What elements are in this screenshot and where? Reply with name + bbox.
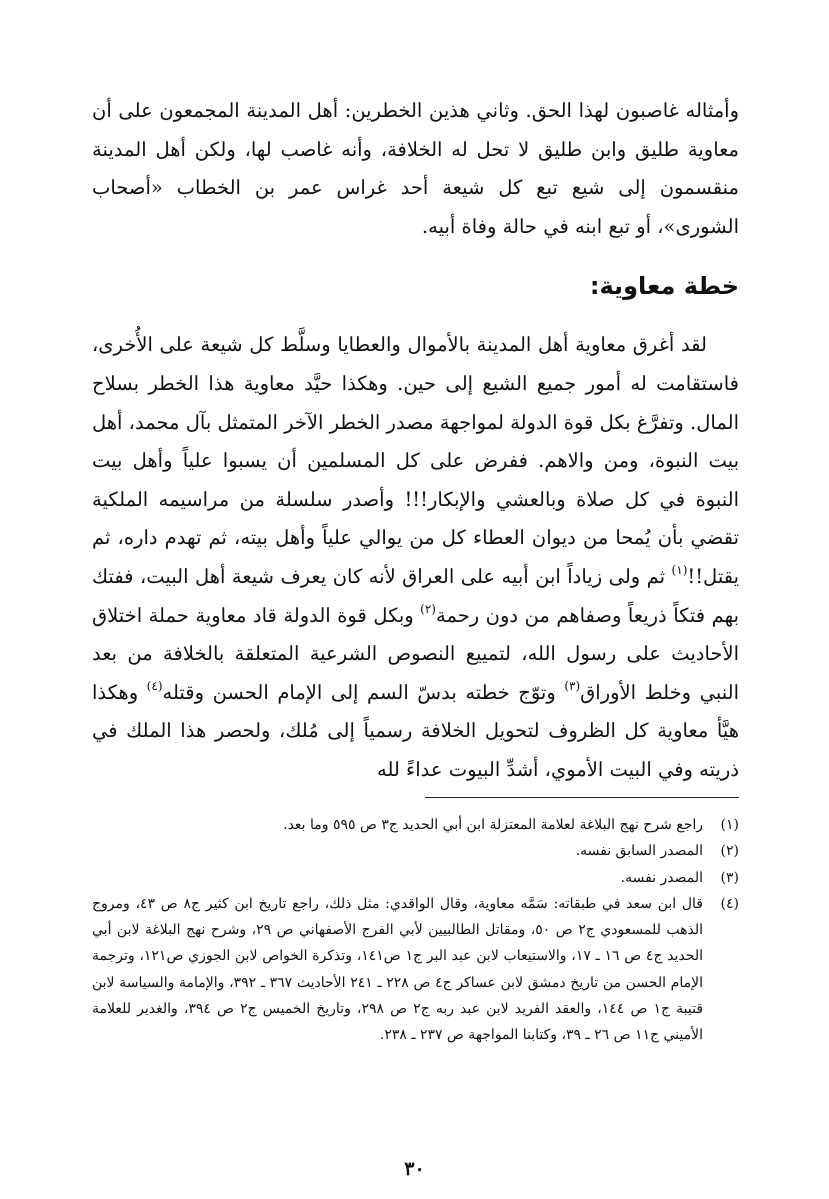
footnote-number: (٢) <box>720 843 739 860</box>
footnote-marker-4[interactable]: (٤) <box>146 678 163 693</box>
footnote-text: قال ابن سعد في طبقاته: سَمَّه معاوية، وقال الواقدي: مثل ذلك، راجع تاريخ ابن كثير ج٨ ص ٤٣، ومروج الذهب للمسعودي ج٢ ص ٥٠، ومقاتل الطالبيين لأبي الفرج الأصفهاني ص ٢٩، وشرح نهج البلاغة لابن أبي الحديد ج٤ ص ١٦ ـ ١٧، والاستيعاب لابن عبد البر ج١ ص١٤١، وتذكرة الخواص لابن الجوزي ص١٢١، وترجمة الإمام الحسن من تاريخ دمشق لابن عساكر ج٤ ص ٢٢٨ ـ ٢٤١ الأحاديث ٣٦٧ ـ ٣٩٢، والإمامة والسياسة لابن قتيبة ج١ ص ١٤٤، والعقد الفريد لابن عبد ربه ج٢ ص ٢٩٨، وتاريخ الخميس ج٢ ص ٣٩٤، والغدير للعلامة الأميني ج١١ ص ٢٦ ـ ٣٩، وكتابنا المواجهة ص ٢٣٧ ـ ٢٣٨. <box>92 895 704 1044</box>
footnote-number: (٣) <box>720 869 739 886</box>
footnote-number: (٤) <box>720 895 739 912</box>
footnote-text: المصدر السابق نفسه. <box>575 843 703 860</box>
footnote-marker-1[interactable]: (١) <box>671 562 688 577</box>
paragraph-continued: وأمثاله غاصبون لهذا الحق. وثاني هذين الخطرين: أهل المدينة المجمعون على أن معاوية طليق وابن طليق لا تحل له الخلافة، وأنه غاصب لها، ولكن أهل المدينة منقسمون إلى شيع تبع كل شيعة أحد غراس عمر بن الخطاب «أصحاب الشورى»، أو تبع ابنه في حالة وفاة أبيه. <box>92 99 739 238</box>
paragraph-segment: لقد أغرق معاوية أهل المدينة بالأموال والعطايا وسلَّط كل شيعة على الأُخرى، فاستقامت له أمور جميع الشيع إلى حين. وهكذا حيَّد معاوية هذا الخطر بسلاح المال. وتفرَّغ بكل قوة الدولة لمواجهة مصدر الخطر الآخر المتمثل بآل محمد، أهل بيت النبوة، ومن والاهم. ففرض على كل المسلمين أن يسبوا علياً وأهل بيت النبوة في كل صلاة وبالعشي والإبكار!!! وأصدر سلسلة من مراسيمه الملكية تقضي بأن يُمحا من ديوان العطاء كل من يوالي علياً وأهل بيته، ثم تهدم داره، ثم يقتل!! <box>92 333 739 588</box>
footnotes <box>92 812 739 1049</box>
paragraph-segment: وهكذا هيَّأ معاوية كل الظروف لتحويل الخلافة رسمياً إلى مُلك، ولحصر هذا الملك في ذريته وفي البيت الأموي، أشدِّ البيوت عداءً لله <box>92 680 739 781</box>
paragraph-segment: وبكل قوة الدولة قاد معاوية حملة اختلاق الأحاديث على رسول الله، لتمييع النصوص الشرعية المتعلقة بالخلافة من بعد النبي وخلط الأوراق <box>92 603 739 704</box>
footnote-4 <box>92 891 739 1049</box>
page-number: ٣٠ <box>404 1158 425 1180</box>
footnote-3 <box>92 865 739 891</box>
paragraph-segment: ثم ولى زياداً ابن أبيه على العراق لأنه كان يعرف شيعة أهل البيت، ففتك بهم فتكاً ذريعاً وصفاهم من دون رحمة <box>92 564 739 627</box>
footnote-marker-2[interactable]: (٢) <box>420 601 436 616</box>
footnote-separator <box>425 797 739 798</box>
footnote-2 <box>92 838 739 864</box>
footnote-text: راجع شرح نهج البلاغة لعلامة المعتزلة ابن أبي الحديد ج٣ ص ٥٩٥ وما بعد. <box>283 817 703 833</box>
footnote-number: (١) <box>720 817 739 833</box>
footnote-text: المصدر نفسه. <box>620 869 703 886</box>
paragraph-muawiya-plan <box>92 326 739 789</box>
paragraph-segment: وتوّج خطته بدسّ السم إلى الإمام الحسن وقتله <box>162 680 565 704</box>
main-text <box>92 92 739 790</box>
section-heading: خطة معاوية: <box>589 272 739 301</box>
footnote-1 <box>92 812 739 838</box>
footnote-marker-3[interactable]: (٣) <box>564 678 581 693</box>
